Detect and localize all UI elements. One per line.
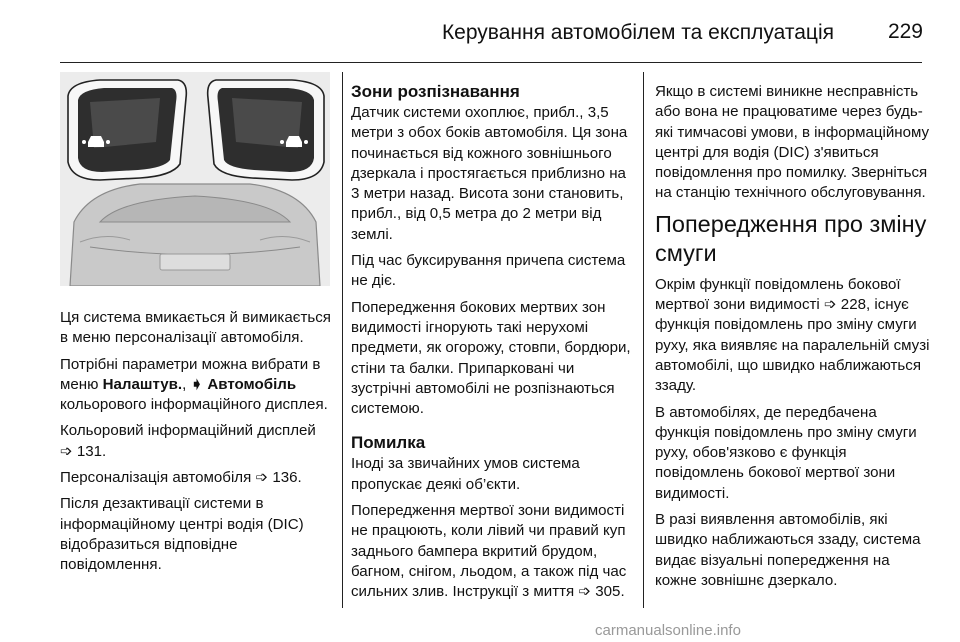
page-ref[interactable]: 305. [591,583,625,601]
column-middle [351,82,631,609]
page-number: 229 [887,20,923,43]
column-right [655,82,930,597]
text: Кольоровий інформаційний дисплей [60,422,316,440]
column-divider [342,72,343,608]
text: Потрібні параметри можна вибрати в меню [60,355,321,393]
header-divider [60,62,922,63]
right-mirror [208,80,324,180]
page-ref-icon: ➩ [823,296,837,314]
column-divider [643,72,644,608]
left-mirror [68,80,186,180]
page-ref-icon: ➩ [255,469,269,487]
paragraph: Після дезактивації системи в інформаційному центрі водія (DIC) відобразиться відповідне повідомлення. [60,495,304,574]
page-ref-icon: ➩ [60,442,73,460]
paragraph: Попередження бокових мертвих зон видимості ігнорують такі нерухомі предмети, як огорожу, стовпи, бордюри, стіни та балки. Припарковані чи зустрічні автомобілі не розпізнаються системою. [351,298,631,418]
arrow-icon: ➧ [190,375,204,393]
paragraph: Якщо в системі виникне несправність або вона не працюватиме через будь-які тимчасові умови, в інформаційному центрі для водія (DIC) з'явиться повідомлення про помилку. Зверніться на станцію технічного обслуговування. [655,83,930,202]
section-heading-large: Попередження про зміну смуги [655,210,927,266]
paragraph: В разі виявлення автомобілів, які швидко наближаються ззаду, система видає візуальні попередження на кожне зовнішнє дзеркало. [655,511,921,589]
text: Персоналізація автомобіля [60,469,256,487]
paragraph: Ця система вмикається й вимикається в меню персоналізації автомобіля. [60,309,331,347]
section-heading: Помилка [351,433,426,453]
column-left [60,308,332,582]
paragraph: Датчик системи охоплює, прибл., 3,5 метри з обох боків автомобіля. Ця зона починається від кожного зовнішнього дзеркала і простягається приблизно на 3 метри назад. Висота зони становить, прибл., від 0,5 метра до 2 метри від землі. [351,104,628,243]
header-title: Керування автомобілем та експлуатація [441,21,834,44]
paragraph: В автомобілях, де передбачена функція повідомлень про зміну смуги руху, обов'язково є функція повідомлень бокової мертвої зони видимості. [655,403,917,502]
menu-item-settings: Налаштув. [102,375,183,393]
text: Попередження мертвої зони видимості не працюють, коли лівий чи правий куп заднього бампера вкритий брудом, багном, снігом, льодом, а також під час сильних злив. Інструкції з миття [351,502,627,601]
menu-item-vehicle: Автомобіль [203,375,297,393]
paragraph: Іноді за звичайних умов система пропускає деякі об’єкти. [351,455,580,493]
page-ref[interactable]: 136. [268,469,302,487]
paragraph: Під час буксирування причепа система не діє. [351,252,626,290]
paragraph [351,501,631,602]
text: , [182,375,191,393]
paragraph [60,355,332,416]
paragraph [60,468,332,488]
mirror-illustration [60,72,330,286]
page-ref[interactable]: 131. [72,442,107,460]
page-header [0,0,960,62]
paragraph [60,421,332,462]
page-ref-icon: ➩ [578,583,592,601]
watermark: carmanualsonline.info [595,622,741,639]
text: Окрім функції повідомлень бокової мертвої зони видимості [655,275,901,314]
text: 228, існує функція повідомлень про зміну смуги руху, яка виявляє на паралельній смузі автомобілі, що швидко наближаються ззаду. [655,296,930,395]
text: кольорового інформаційного дисплея. [60,396,328,414]
paragraph [655,275,930,397]
section-heading: Зони розпізнавання [351,82,520,101]
